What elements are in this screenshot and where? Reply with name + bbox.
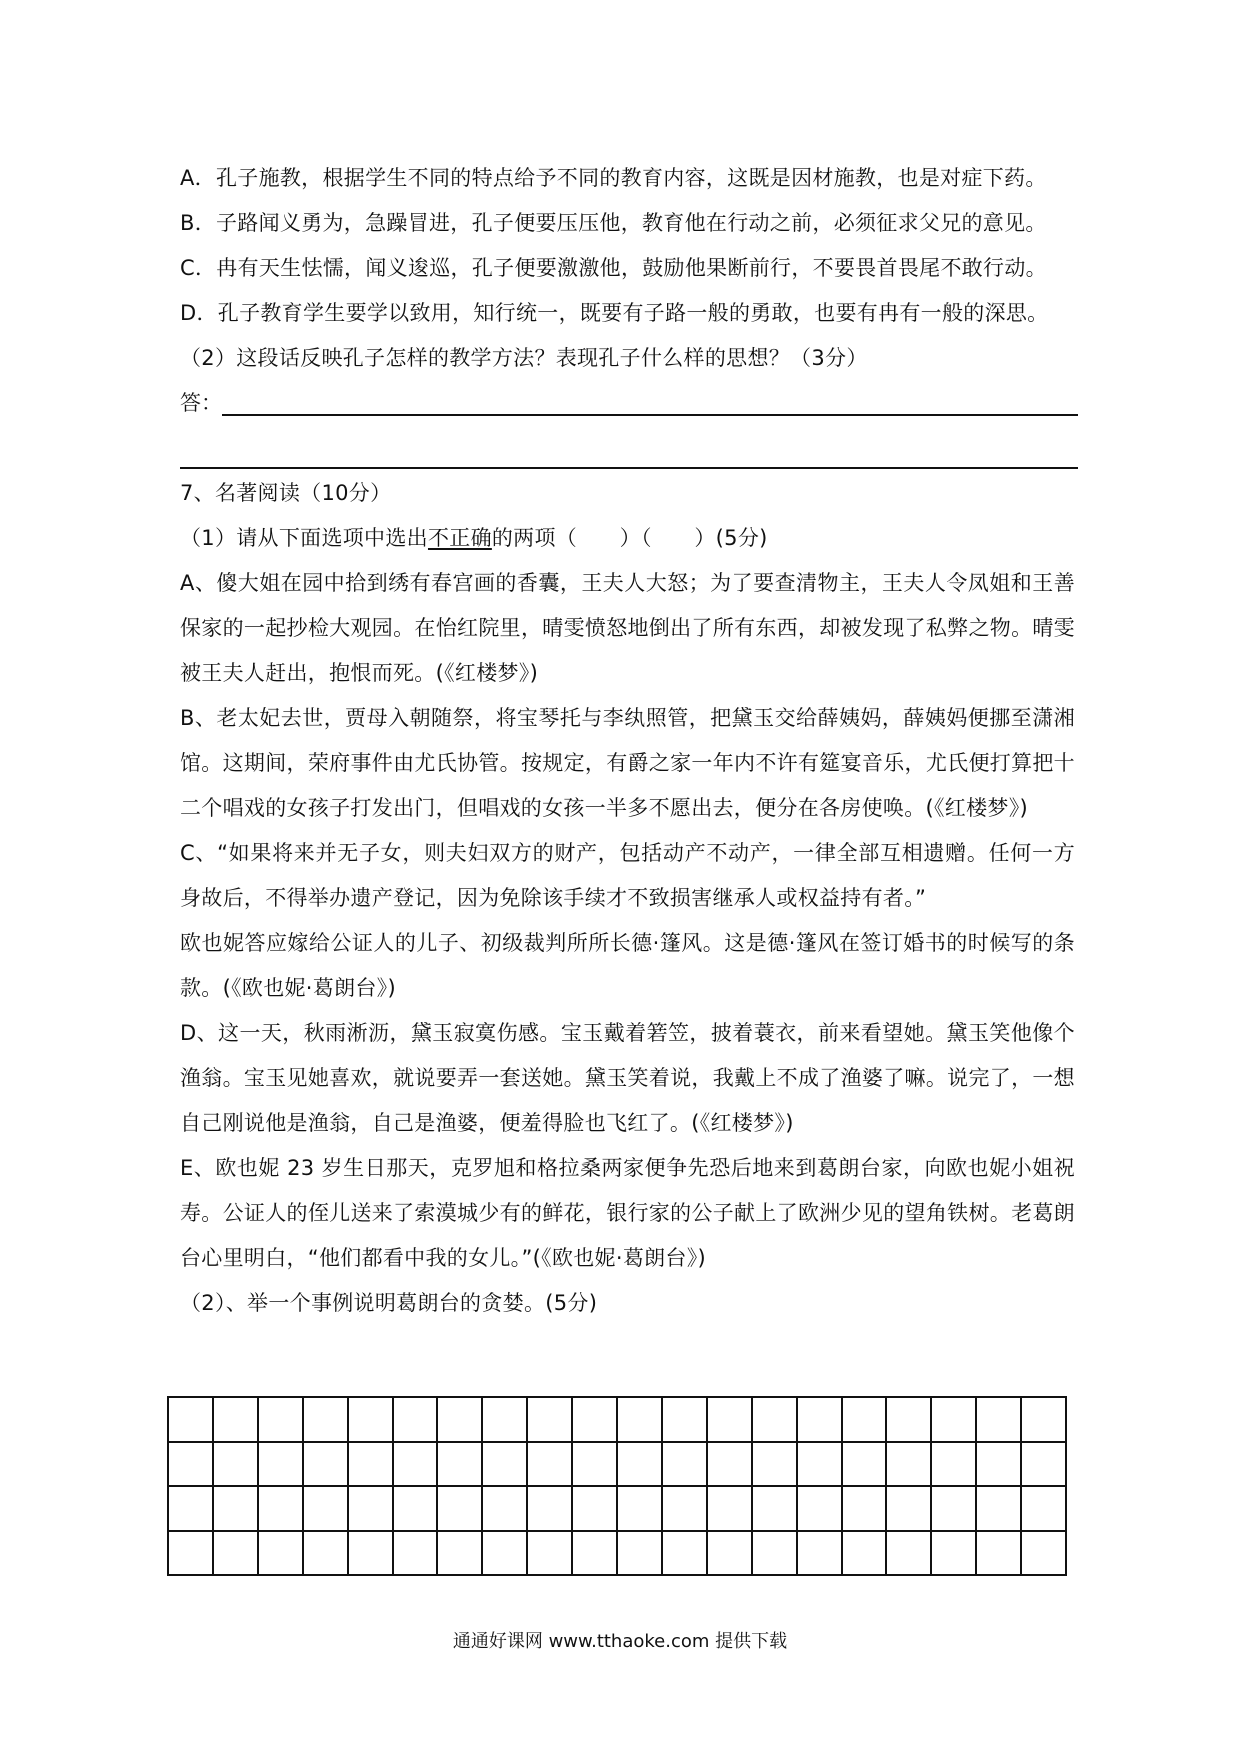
- grid-cell[interactable]: [483, 1398, 528, 1443]
- grid-cell[interactable]: [843, 1443, 888, 1488]
- grid-cell[interactable]: [169, 1487, 214, 1532]
- grid-cell[interactable]: [753, 1398, 798, 1443]
- grid-cell[interactable]: [932, 1532, 977, 1577]
- grid-cell[interactable]: [1022, 1532, 1067, 1577]
- grid-cell[interactable]: [169, 1398, 214, 1443]
- q7-option-b: B、老太妃去世，贾母入朝随祭，将宝琴托与李纨照管，把黛玉交给薛姨妈，薛姨妈便挪至潇湘馆。这期间，荣府事件由尤氏协管。按规定，有爵之家一年内不许有筵宴音乐，尤氏便打算把十二个唱戏的女孩子打发出门，但唱戏的女孩一半多不愿出去，便分在各房使唤。(《红楼梦》): [180, 706, 1075, 820]
- grid-cell[interactable]: [169, 1443, 214, 1488]
- grid-cell[interactable]: [887, 1532, 932, 1577]
- grid-cell[interactable]: [573, 1487, 618, 1532]
- grid-cell[interactable]: [753, 1532, 798, 1577]
- grid-cell[interactable]: [663, 1398, 708, 1443]
- grid-cell[interactable]: [214, 1532, 259, 1577]
- grid-cell[interactable]: [438, 1487, 483, 1532]
- grid-cell[interactable]: [663, 1487, 708, 1532]
- grid-cell[interactable]: [887, 1443, 932, 1488]
- grid-cell[interactable]: [618, 1443, 663, 1488]
- grid-cell[interactable]: [932, 1443, 977, 1488]
- grid-cell[interactable]: [304, 1398, 349, 1443]
- grid-cell[interactable]: [618, 1532, 663, 1577]
- grid-cell[interactable]: [259, 1443, 304, 1488]
- grid-cell[interactable]: [438, 1443, 483, 1488]
- grid-cell[interactable]: [708, 1443, 753, 1488]
- grid-cell[interactable]: [438, 1398, 483, 1443]
- grid-cell[interactable]: [887, 1398, 932, 1443]
- grid-cell[interactable]: [798, 1487, 843, 1532]
- grid-cell[interactable]: [304, 1487, 349, 1532]
- grid-cell[interactable]: [663, 1443, 708, 1488]
- q7-option-e: E、欧也妮 23 岁生日那天，克罗旭和格拉桑两家便争先恐后地来到葛朗台家，向欧也妮小姐祝寿。公证人的侄儿送来了索漠城少有的鲜花，银行家的公子献上了欧洲少见的望角铁树。老葛朗台心里明白，“他们都看中我的女儿。”(《欧也妮·葛朗台》): [180, 1156, 1075, 1270]
- answer-grid[interactable]: [167, 1396, 1067, 1576]
- grid-cell[interactable]: [483, 1487, 528, 1532]
- grid-cell[interactable]: [259, 1532, 304, 1577]
- grid-cell[interactable]: [708, 1532, 753, 1577]
- answer-line-2[interactable]: [180, 467, 1078, 469]
- q7-option-c-part2: 欧也妮答应嫁给公证人的儿子、初级裁判所所长德·篷风。这是德·篷风在签订婚书的时候写的条款。(《欧也妮·葛朗台》): [180, 931, 1075, 1000]
- q7-sub1-prefix: （1）请从下面选项中选出: [180, 526, 428, 550]
- grid-cell[interactable]: [932, 1398, 977, 1443]
- q7-option-c-part1: C、“如果将来并无子女，则夫妇双方的财产，包括动产不动产，一律全部互相遗赠。任何一方身故后，不得举办遗产登记，因为免除该手续才不致损害继承人或权益持有者。”: [180, 841, 1075, 910]
- grid-cell[interactable]: [214, 1398, 259, 1443]
- grid-cell[interactable]: [663, 1532, 708, 1577]
- q6-option-a: A．孔子施教，根据学生不同的特点给予不同的教育内容，这既是因材施教，也是对症下药。: [180, 166, 1047, 190]
- grid-cell[interactable]: [887, 1487, 932, 1532]
- grid-cell[interactable]: [214, 1487, 259, 1532]
- grid-cell[interactable]: [798, 1398, 843, 1443]
- q6-answer-row-2: [180, 426, 1075, 471]
- grid-cell[interactable]: [753, 1443, 798, 1488]
- q7-option-a: A、傻大姐在园中拾到绣有春宫画的香囊，王夫人大怒；为了要查清物主，王夫人令凤姐和王善保家的一起抄检大观园。在怡红院里，晴雯愤怒地倒出了所有东西，却被发现了私弊之物。晴雯被王夫人赶出，抱恨而死。(《红楼梦》): [180, 571, 1075, 685]
- grid-cell[interactable]: [843, 1487, 888, 1532]
- q6-subquestion-2: （2）这段话反映孔子怎样的教学方法？表现孔子什么样的思想？（3分）: [180, 346, 868, 370]
- q7-subquestion-1: [180, 516, 1075, 561]
- grid-cell[interactable]: [304, 1532, 349, 1577]
- q7-option-d: D、这一天，秋雨淅沥，黛玉寂寞伤感。宝玉戴着箬笠，披着蓑衣，前来看望她。黛玉笑他像个渔翁。宝玉见她喜欢，就说要弄一套送她。黛玉笑着说，我戴上不成了渔婆了嘛。说完了，一想自己刚说他是渔翁，自己是渔婆，便羞得脸也飞红了。(《红楼梦》): [180, 1021, 1075, 1135]
- q6-answer-row: [180, 381, 1075, 426]
- grid-cell[interactable]: [977, 1398, 1022, 1443]
- grid-cell[interactable]: [708, 1398, 753, 1443]
- grid-cell[interactable]: [528, 1487, 573, 1532]
- grid-cell[interactable]: [1022, 1487, 1067, 1532]
- grid-cell[interactable]: [349, 1487, 394, 1532]
- grid-cell[interactable]: [169, 1532, 214, 1577]
- grid-cell[interactable]: [214, 1443, 259, 1488]
- grid-cell[interactable]: [528, 1443, 573, 1488]
- q7-subquestion-2: （2）、举一个事例说明葛朗台的贪婪。(5分): [180, 1291, 598, 1315]
- grid-cell[interactable]: [349, 1532, 394, 1577]
- grid-cell[interactable]: [394, 1443, 439, 1488]
- grid-cell[interactable]: [304, 1443, 349, 1488]
- grid-cell[interactable]: [259, 1398, 304, 1443]
- answer-label: 答：: [180, 391, 222, 415]
- q6-option-b: B．子路闻义勇为，急躁冒进，孔子便要压压他，教育他在行动之前，必须征求父兄的意见。: [180, 211, 1047, 235]
- grid-cell[interactable]: [483, 1532, 528, 1577]
- grid-cell[interactable]: [618, 1487, 663, 1532]
- grid-cell[interactable]: [1022, 1443, 1067, 1488]
- grid-cell[interactable]: [932, 1487, 977, 1532]
- grid-cell[interactable]: [573, 1398, 618, 1443]
- page-content: [180, 156, 1075, 1326]
- grid-cell[interactable]: [528, 1398, 573, 1443]
- grid-cell[interactable]: [349, 1443, 394, 1488]
- q7-sub1-suffix: 的两项（ ）（ ）(5分): [491, 526, 768, 550]
- grid-cell[interactable]: [1022, 1398, 1067, 1443]
- grid-cell[interactable]: [349, 1398, 394, 1443]
- grid-cell[interactable]: [259, 1487, 304, 1532]
- answer-line-1[interactable]: [222, 414, 1078, 416]
- grid-cell[interactable]: [573, 1532, 618, 1577]
- grid-cell[interactable]: [573, 1443, 618, 1488]
- grid-cell[interactable]: [843, 1532, 888, 1577]
- grid-cell[interactable]: [977, 1532, 1022, 1577]
- grid-cell[interactable]: [798, 1532, 843, 1577]
- page-footer: 通通好课网 www.tthaoke.com 提供下载: [452, 1631, 788, 1652]
- grid-cell[interactable]: [798, 1443, 843, 1488]
- grid-cell[interactable]: [977, 1487, 1022, 1532]
- grid-cell[interactable]: [753, 1487, 798, 1532]
- grid-cell[interactable]: [394, 1487, 439, 1532]
- grid-cell[interactable]: [394, 1398, 439, 1443]
- grid-cell[interactable]: [977, 1443, 1022, 1488]
- grid-cell[interactable]: [394, 1532, 439, 1577]
- grid-cell[interactable]: [438, 1532, 483, 1577]
- grid-cell[interactable]: [708, 1487, 753, 1532]
- q7-title: 7、名著阅读（10分）: [180, 481, 392, 505]
- q7-sub1-emphasis: 不正确: [427, 526, 492, 550]
- grid-cell[interactable]: [618, 1398, 663, 1443]
- grid-cell[interactable]: [843, 1398, 888, 1443]
- grid-cell[interactable]: [483, 1443, 528, 1488]
- q6-option-c: C．冉有天生怯懦，闻义逡巡，孔子便要激激他，鼓励他果断前行，不要畏首畏尾不敢行动。: [180, 256, 1047, 280]
- q6-option-d: D．孔子教育学生要学以致用，知行统一，既要有子路一般的勇敢，也要有冉有一般的深思。: [180, 301, 1049, 325]
- grid-cell[interactable]: [528, 1532, 573, 1577]
